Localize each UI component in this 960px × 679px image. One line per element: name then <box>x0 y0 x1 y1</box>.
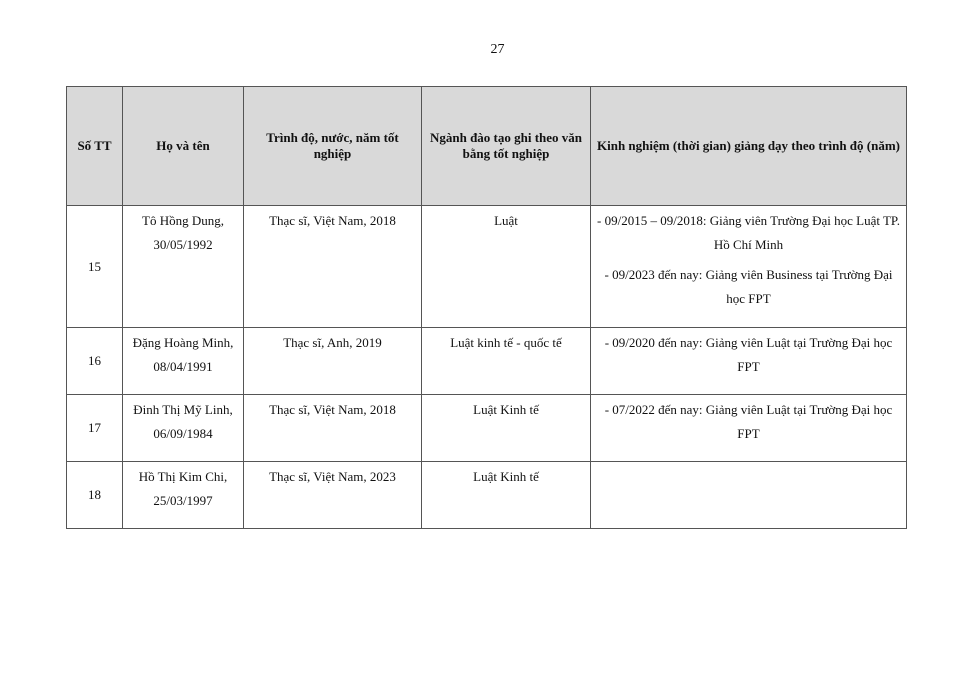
degree-cell: Thạc sĩ, Việt Nam, 2018 <box>244 395 422 462</box>
experience-line: - 09/2020 đến nay: Giảng viên Luật tại Trường Đại học FPT <box>604 335 893 374</box>
experience-cell <box>591 395 907 462</box>
person-dob: 06/09/1984 <box>153 426 213 441</box>
table-row <box>67 206 907 328</box>
person-cell <box>123 395 244 462</box>
person-cell <box>123 462 244 529</box>
person-name: Hồ Thị Kim Chi, <box>138 469 228 484</box>
experience-cell <box>591 462 907 529</box>
experience-line: - 09/2015 – 09/2018: Giảng viên Trường Đại học Luật TP. Hồ Chí Minh <box>597 213 900 252</box>
row-number: 16 <box>67 328 123 395</box>
staff-table <box>66 86 907 529</box>
major-cell: Luật <box>422 206 591 328</box>
person-dob: 25/03/1997 <box>153 493 213 508</box>
table-row <box>67 328 907 395</box>
header-experience: Kinh nghiệm (thời gian) giảng dạy theo trình độ (năm) <box>591 87 907 206</box>
degree-cell: Thạc sĩ, Việt Nam, 2018 <box>244 206 422 328</box>
major-cell: Luật Kinh tế <box>422 462 591 529</box>
experience-cell <box>591 328 907 395</box>
header-name: Họ và tên <box>123 87 244 206</box>
row-number: 18 <box>67 462 123 529</box>
major-cell: Luật kinh tế - quốc tế <box>422 328 591 395</box>
degree-cell: Thạc sĩ, Anh, 2019 <box>244 328 422 395</box>
person-name: Tô Hồng Dung, <box>142 213 224 228</box>
header-no: Số TT <box>67 87 123 206</box>
table-header-row <box>67 87 907 206</box>
table-row <box>67 462 907 529</box>
experience-line: - 09/2023 đến nay: Giảng viên Business tại Trường Đại học FPT <box>604 267 893 306</box>
page-number: 27 <box>490 42 505 57</box>
major-cell: Luật Kinh tế <box>422 395 591 462</box>
header-degree: Trình độ, nước, năm tốt nghiệp <box>244 87 422 206</box>
person-name: Đinh Thị Mỹ Linh, <box>133 402 233 417</box>
person-dob: 08/04/1991 <box>153 359 213 374</box>
person-dob: 30/05/1992 <box>153 237 213 252</box>
person-name: Đặng Hoàng Minh, <box>132 335 234 350</box>
person-cell <box>123 328 244 395</box>
experience-line: - 07/2022 đến nay: Giảng viên Luật tại Trường Đại học FPT <box>604 402 893 441</box>
person-cell <box>123 206 244 328</box>
degree-cell: Thạc sĩ, Việt Nam, 2023 <box>244 462 422 529</box>
row-number: 17 <box>67 395 123 462</box>
experience-cell <box>591 206 907 328</box>
table-row <box>67 395 907 462</box>
row-number: 15 <box>67 206 123 328</box>
header-major: Ngành đào tạo ghi theo văn bằng tốt nghiệp <box>422 87 591 206</box>
